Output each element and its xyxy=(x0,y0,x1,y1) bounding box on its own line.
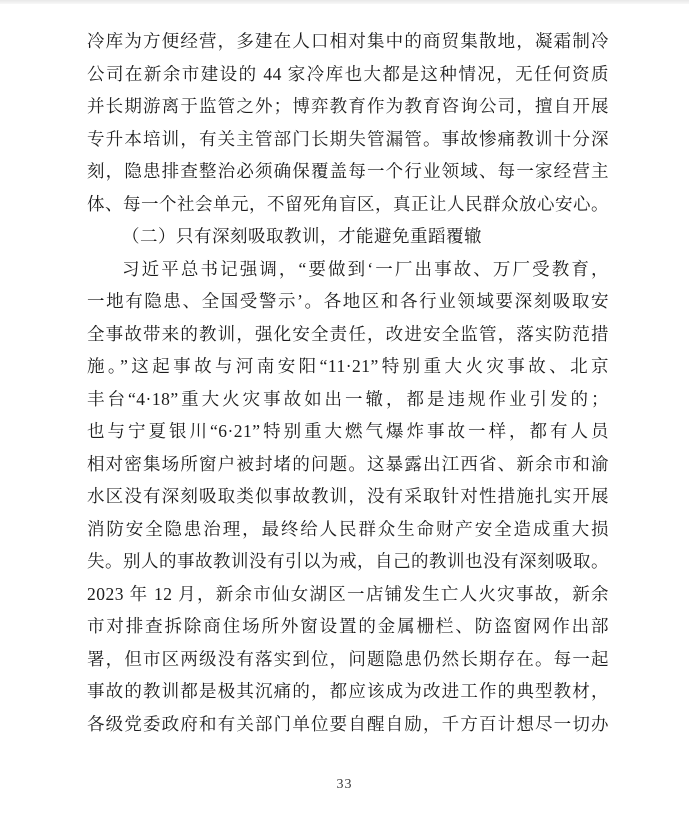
text-line: 市对排查拆除商住场所外窗设置的金属栅栏、防盗窗网作出部 xyxy=(87,616,609,636)
text-line: 施。”这起事故与河南安阳“11·21”特别重大火灾事故、北京 xyxy=(87,356,609,376)
text-line: 专升本培训，有关主管部门长期失管漏管。事故惨痛教训十分深 xyxy=(87,128,609,149)
page-number: 33 xyxy=(336,777,353,792)
text-line: 冷库为方便经营，多建在人口相对集中的商贸集散地，凝霜制冷 xyxy=(87,31,609,51)
text-line: 丰台“4·18”重大火灾事故如出一辙，都是违规作业引发的； xyxy=(87,388,609,409)
text-line: 全事故带来的教训，强化安全责任，改进安全监管，落实防范措 xyxy=(87,323,609,344)
text-line: 水区没有深刻吸取类似事故教训，没有采取针对性措施扎实开展 xyxy=(87,486,609,506)
section-heading: （二）只有深刻吸取教训，才能避免重蹈覆辙 xyxy=(122,226,482,246)
text-line: 体、每一个社会单元，不留死角盲区，真正让人民群众放心安心。 xyxy=(87,193,609,214)
page-top-edge xyxy=(0,0,689,4)
text-line: 并长期游离于监管之外；博弈教育作为教育咨询公司，擅自开展 xyxy=(87,96,609,116)
text-line: 公司在新余市建设的 44 家冷库也大都是这种情况，无任何资质 xyxy=(87,63,609,84)
text-line: 一地有隐患、全国受警示’。各地区和各行业领域要深刻吸取安 xyxy=(87,291,609,311)
text-line: 习近平总书记强调，“要做到‘一厂出事故、万厂受教育， xyxy=(122,258,609,279)
text-line: 也与宁夏银川“6·21”特别重大燃气爆炸事故一样，都有人员 xyxy=(87,421,609,441)
text-line: 事故的教训都是极其沉痛的，都应该成为改进工作的典型教材， xyxy=(87,681,609,701)
text-line: 消防安全隐患治理，最终给人民群众生命财产安全造成重大损 xyxy=(87,518,609,539)
text-line: 相对密集场所窗户被封堵的问题。这暴露出江西省、新余市和渝 xyxy=(87,453,609,474)
text-line: 署，但市区两级没有落实到位，问题隐患仍然长期存在。每一起 xyxy=(87,648,609,669)
text-line: 2023 年 12 月，新余市仙女湖区一店铺发生亡人火灾事故，新余 xyxy=(87,583,609,604)
text-line: 各级党委政府和有关部门单位要自醒自励，千方百计想尽一切办 xyxy=(87,713,609,734)
text-line: 刻，隐患排查整治必须确保覆盖每一个行业领域、每一家经营主 xyxy=(87,161,609,181)
document-body xyxy=(87,25,609,740)
text-line: 失。别人的事故教训没有引以为戒，自己的教训也没有深刻吸取。 xyxy=(87,551,609,571)
